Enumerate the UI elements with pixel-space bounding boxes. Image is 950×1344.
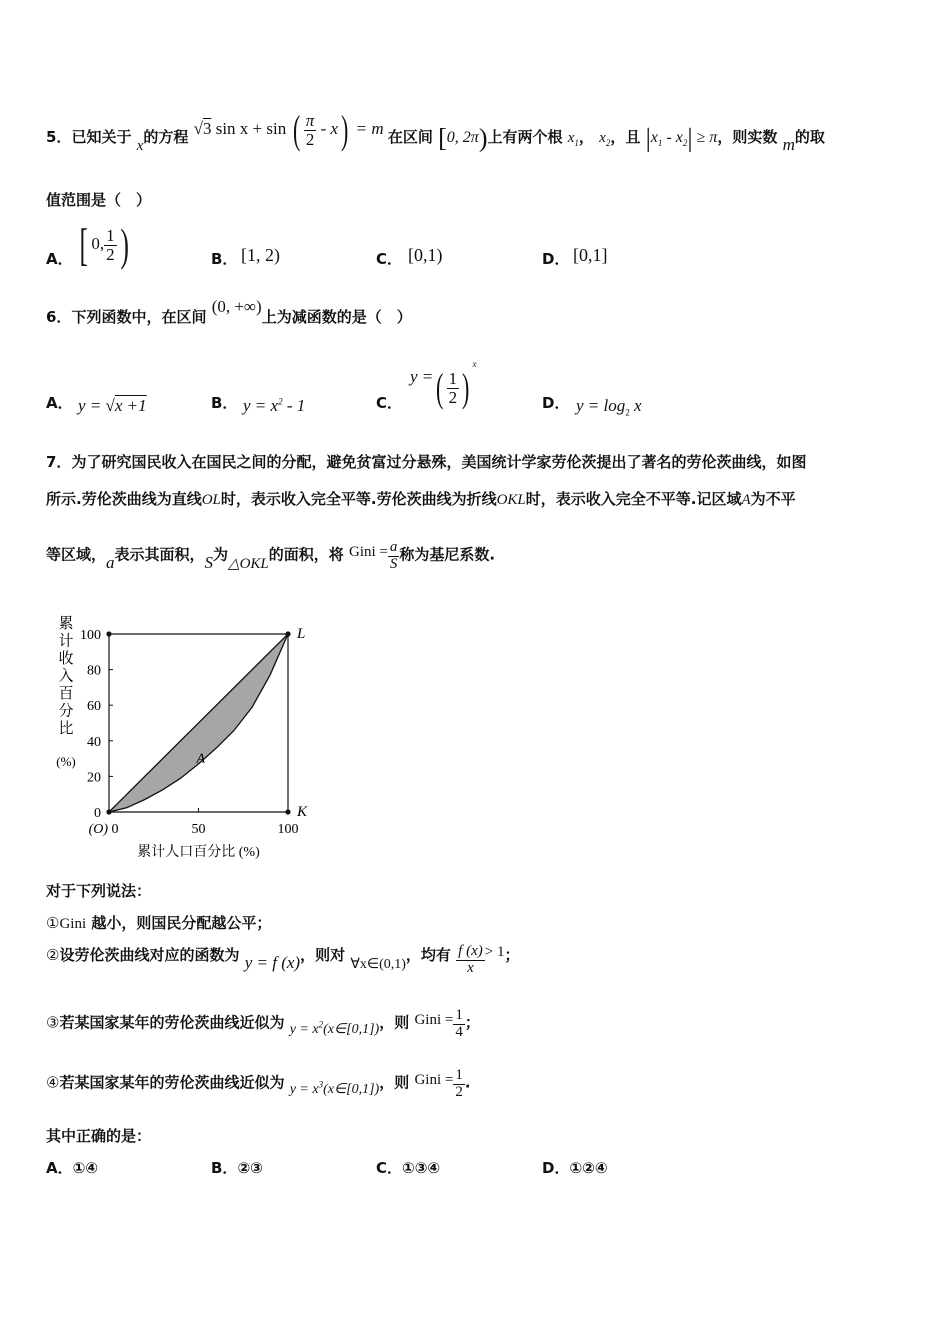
q7-options — [46, 1157, 746, 1181]
y-axis-label-char: 比 — [58, 721, 74, 737]
q5-equation: √3 sin x + sin ( $\frac{\pi}{2}$ - x) = m — [193, 107, 384, 152]
point-o — [106, 809, 111, 814]
q6-option-c: y =( $\frac{1}{2}$ )$^x$ — [410, 359, 477, 410]
q6-option-d: $y = \log_2 x$ — [576, 396, 642, 418]
x-tick-label: 0 — [111, 822, 119, 837]
y-axis-label-char: 入 — [58, 668, 74, 685]
statements-title: 对于下列说法： — [46, 882, 152, 900]
gini-definition: Gini = $\frac{a}{S}$ — [349, 539, 398, 572]
statement-3-gini: Gini = $\frac{1}{4}$ — [414, 1007, 463, 1040]
q6-option-a: y = √x +1 — [78, 396, 147, 415]
x-tick-label: 100 — [277, 822, 299, 837]
label-k: K — [297, 804, 308, 820]
q5-interval: [0, 2π) — [438, 123, 488, 153]
y-tick-label: 40 — [87, 734, 101, 750]
q7-option-d: D．①②④ — [542, 1159, 608, 1177]
q5-options: A． [ 0, $\frac{1}{2}$ ) B． [1, 2) C． [0,1) D． [0,1] — [46, 219, 608, 270]
q7-line1: 7．为了研究国民收入在国民之间的分配，避免贫富过分悬殊，美国统计学家劳伦茨提出了著名的劳伦茨曲线，如图 — [46, 453, 807, 471]
y-axis-label-char: 百 — [58, 686, 74, 702]
y-axis-label-char: 收 — [58, 651, 74, 667]
lorenz-chart — [40, 612, 340, 864]
statement-2-inequality: $\frac{f (x)}{x}$ > 1 — [458, 943, 505, 976]
y-tick-label: 100 — [80, 628, 101, 643]
label-origin: (O) — [88, 822, 108, 837]
statement-2: ②设劳伦茨曲线对应的函数为 y = f (x)，则对 ∀x∈(0,1)，均有 $\frac{f (x)}{x}$ > 1； — [46, 943, 520, 976]
q7-line2: 所示.劳伦茨曲线为直线OL时，表示收入完全平等.劳伦茨曲线为折线OKL时，表示收入完全不平等.记区域A为不平 — [46, 490, 796, 508]
y-ticks — [80, 628, 113, 821]
x-tick-label: 50 — [191, 822, 206, 837]
region-a — [109, 634, 288, 812]
y-tick-label: 60 — [87, 699, 101, 715]
label-region-a: A — [196, 751, 206, 767]
q7-line3: 等区域，a表示其面积，S为△OKL的面积，将 Gini = $\frac{a}{S}$ 称为基尼系数. — [46, 539, 496, 572]
q7-option-c: C．①③④ — [376, 1159, 441, 1177]
statement-4-gini: Gini = $\frac{1}{2}$ — [414, 1067, 463, 1100]
q6-options: A． y = √x +1 B． $y = x^2 - 1$ C． y =( $\frac{1}{2}$ )$^x$ D． $y = \log_2 x$ — [46, 359, 642, 418]
q5-number: 5． — [46, 127, 72, 146]
q5-option-b: [1, 2) — [241, 245, 280, 265]
statement-4: ④若某国家某年的劳伦茨曲线近似为 $y = x^3(x\in[0,1])$，则 Gini = $\frac{1}{2}$ . — [46, 1067, 471, 1100]
y-axis-label — [58, 615, 73, 737]
q5-option-c: [0,1) — [408, 245, 443, 265]
correct-title: 其中正确的是： — [46, 1127, 152, 1145]
y-axis-label-char: 计 — [58, 633, 74, 650]
q5-condition: $|x_1 - x_2| \ge \pi$ — [645, 123, 718, 153]
q7-option-b: B．②③ — [211, 1159, 263, 1177]
label-l: L — [297, 626, 306, 642]
q6-stem: 6．下列函数中，在区间 (0, +∞)上为减函数的是（ ） — [46, 297, 412, 326]
point-k — [285, 809, 290, 814]
q5-option-a: [ 0, $\frac{1}{2}$ ) — [79, 219, 129, 270]
point-l — [285, 631, 290, 636]
q7-option-a: A．①④ — [46, 1159, 99, 1177]
statement-1: ①Gini 越小，则国民分配越公平； — [46, 914, 272, 932]
q6-interval: (0, +∞) — [211, 297, 262, 316]
y-axis-unit: (%) — [56, 754, 76, 769]
q6-option-b: $y = x^2 - 1$ — [243, 396, 306, 415]
q5-line1: 5．已知关于 x的方程 √3 sin x + sin ( $\frac{\pi}{2}$ - x) = m 在区间 [0, 2π)上有两个根 $x_1$， $x_2$，且 $|x_1 - x_2| \ge \pi$，则实数 m的取 — [46, 107, 825, 154]
y-tick-label: 0 — [94, 806, 101, 821]
y-tick-label: 20 — [87, 770, 101, 786]
y-axis-label-char: 分 — [58, 703, 74, 720]
q5-line2: 值范围是（ ） — [46, 191, 152, 209]
point-top-left — [106, 631, 111, 636]
y-tick-label: 80 — [87, 663, 101, 679]
statement-3: ③若某国家某年的劳伦茨曲线近似为 $y = x^2(x\in[0,1])$，则 Gini = $\frac{1}{4}$ ； — [46, 1007, 480, 1040]
y-axis-label-char: 累 — [58, 616, 74, 632]
q5-option-d: [0,1] — [573, 245, 608, 265]
x-axis-label: 累计人口百分比 (%) — [137, 845, 260, 860]
